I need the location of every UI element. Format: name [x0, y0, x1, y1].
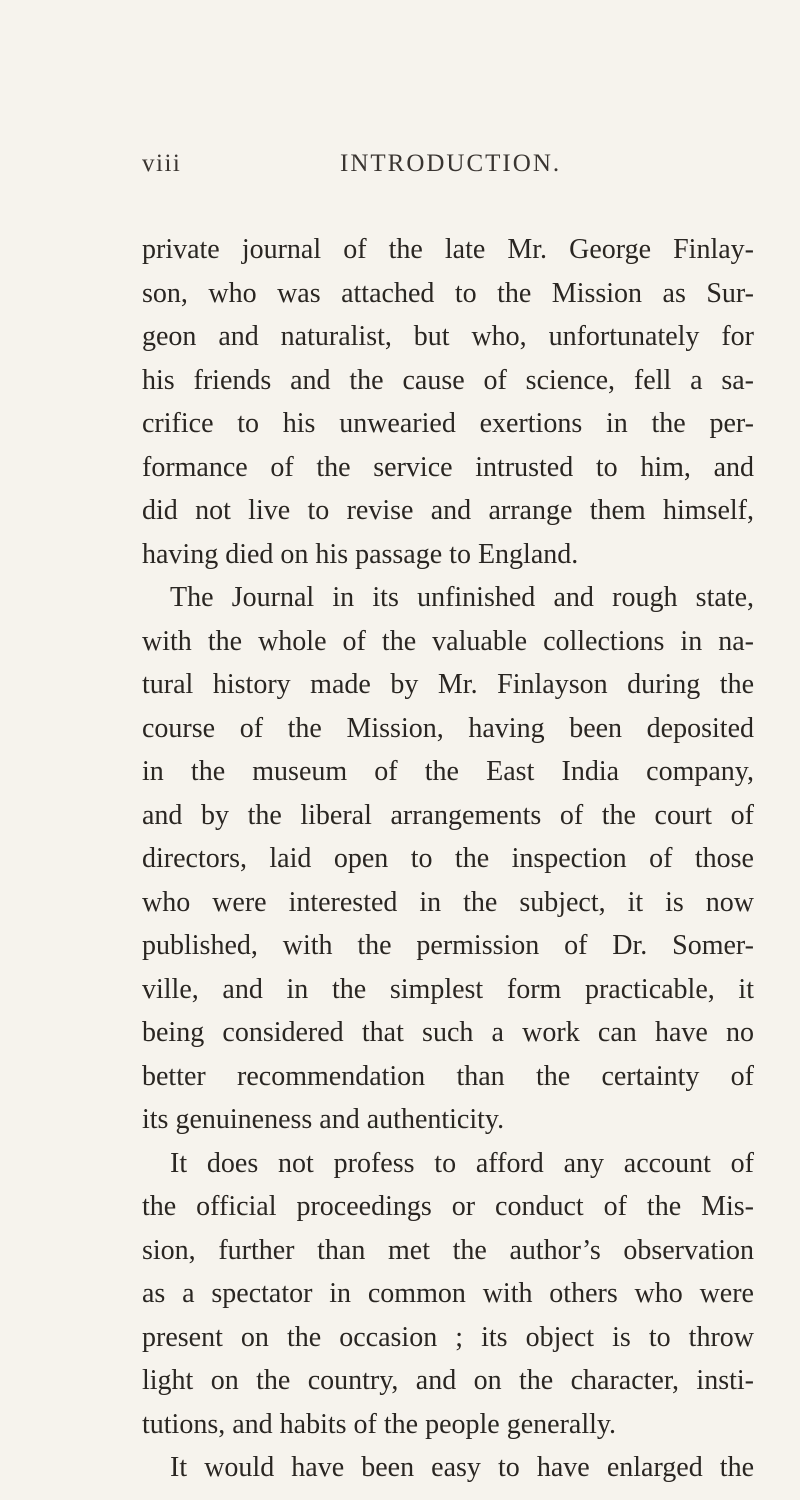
text-line: formance of the service intrusted to him, and [142, 451, 754, 483]
text-line: being considered that such a work can have no [142, 1017, 754, 1048]
text-line: ville, and in the simplest form practicable, it [142, 973, 754, 1005]
text-line: light on the country, and on the character, insti- [142, 1365, 754, 1396]
text-line: tural history made by Mr. Finlayson during the [142, 669, 754, 700]
text-line: with the whole of the valuable collections in na- [142, 625, 754, 657]
running-title: INTRODUCTION. [340, 150, 562, 177]
text-line: who were interested in the subject, it is now [142, 886, 754, 918]
text-line: It would have been easy to have enlarged the [170, 1452, 754, 1483]
running-head [142, 150, 754, 190]
text-line: crifice to his unwearied exertions in the per- [142, 408, 754, 439]
text-line: geon and naturalist, but who, unfortunately for [142, 321, 754, 352]
text-line: the official proceedings or conduct of the Mis- [142, 1191, 754, 1222]
text-line: present on the occasion ; its object is to throw [142, 1321, 754, 1353]
text-line: directors, laid open to the inspection of those [142, 843, 754, 874]
text-line: published, with the permission of Dr. Somer- [142, 930, 754, 961]
text-line: as a spectator in common with others who were [142, 1278, 754, 1309]
text-line: course of the Mission, having been deposited [142, 712, 754, 744]
text-line: its genuineness and authenticity. [142, 1104, 505, 1135]
text-line: son, who was attached to the Mission as Sur- [142, 277, 754, 309]
text-line: in the museum of the East India company, [142, 756, 754, 787]
text-line: better recommendation than the certainty of [142, 1060, 754, 1092]
text-line: his friends and the cause of science, fell a sa- [142, 364, 754, 396]
text-line: and by the liberal arrangements of the court of [142, 799, 754, 831]
text-line: The Journal in its unfinished and rough state, [170, 582, 754, 613]
text-line: sion, further than met the author’s observation [142, 1234, 754, 1266]
page-number: viii [142, 150, 182, 177]
text-line: private journal of the late Mr. George Finlay- [142, 234, 754, 265]
text-line: having died on his passage to England. [142, 538, 579, 570]
body-text [142, 228, 754, 1490]
text-line: tutions, and habits of the people generally. [142, 1408, 617, 1440]
text-line: did not live to revise and arrange them himself, [142, 495, 754, 526]
text-line: It does not profess to afford any account of [170, 1147, 754, 1179]
